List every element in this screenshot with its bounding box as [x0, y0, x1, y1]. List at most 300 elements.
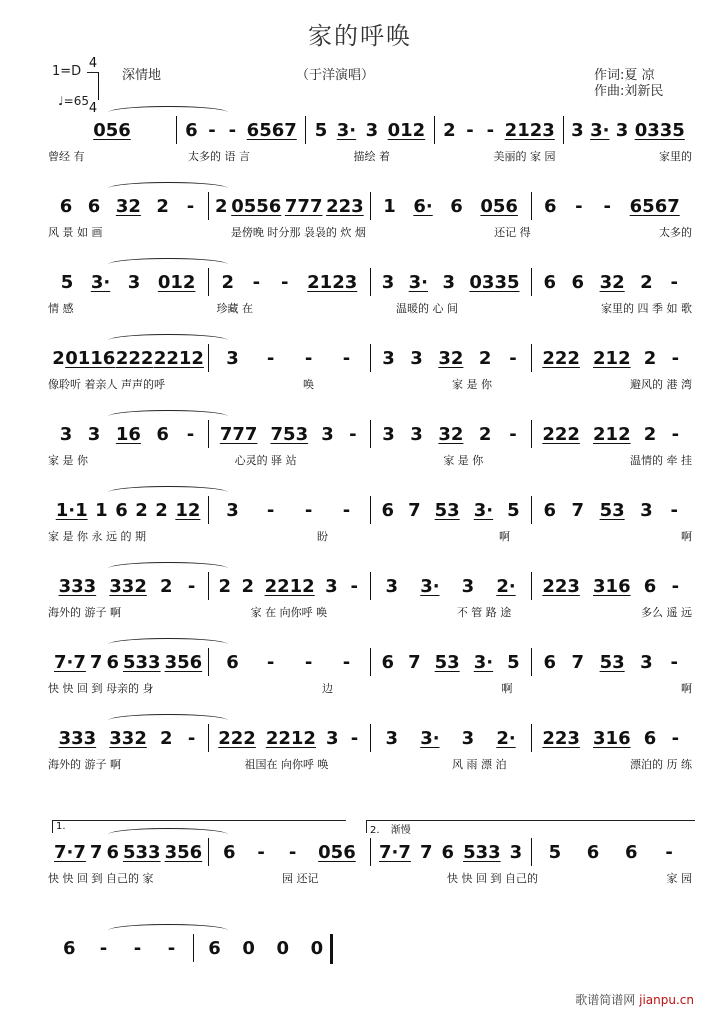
- notation-line: [48, 724, 692, 752]
- lyric-segment: 还记 得: [494, 226, 531, 239]
- note-group: 6: [156, 423, 169, 445]
- note-group: 32: [438, 423, 464, 445]
- score-row: [48, 724, 692, 772]
- measure: [371, 192, 532, 220]
- lyric-segment: 家 在 向你呼 唤: [250, 606, 328, 619]
- score-row: [48, 648, 692, 696]
- notation-line: [48, 344, 692, 372]
- note-group: 2·: [496, 575, 516, 597]
- note-group: -: [671, 423, 680, 445]
- measure: [371, 420, 532, 448]
- note-group: 2: [218, 575, 232, 597]
- measure: [209, 192, 370, 220]
- score-row: [48, 268, 692, 316]
- notation-line: [48, 116, 692, 144]
- slur-mark: [108, 924, 228, 937]
- tempo-mark: ♩=65: [58, 94, 89, 108]
- note-group: 2·: [496, 727, 516, 749]
- measure: [48, 648, 209, 676]
- lyrics-line: [48, 224, 692, 240]
- note-group: 6: [87, 195, 101, 217]
- note-group: 3·: [420, 575, 440, 597]
- note-group: 2: [241, 575, 255, 597]
- note-group: -: [349, 423, 357, 445]
- note-group: 6: [62, 937, 76, 959]
- note-group: 3: [365, 119, 379, 141]
- song-title: 家的呼唤: [308, 22, 412, 50]
- lyrics-line: [48, 148, 692, 164]
- note-group: 3: [226, 347, 239, 369]
- measure: [48, 344, 209, 372]
- note-group: 2: [52, 347, 65, 369]
- note-group: -: [252, 271, 261, 293]
- note-group: -: [187, 575, 196, 597]
- volta-second-number: 2.: [370, 825, 380, 836]
- note-group: -: [266, 651, 275, 673]
- note-group: 3: [385, 727, 399, 749]
- note-group: -: [288, 841, 297, 863]
- lyric-segment: 漂泊的 历 练: [630, 758, 692, 771]
- note-group: 2: [215, 195, 228, 217]
- note-group: -: [575, 195, 583, 217]
- note-group: -: [304, 347, 313, 369]
- note-group: 533: [123, 651, 161, 673]
- lyric-segment: 温情的 牵 挂: [629, 454, 692, 467]
- lyric-segment: 情 感: [48, 302, 74, 315]
- note-group: 223: [326, 195, 364, 217]
- lyric-segment: 海外的 游子 啊: [48, 606, 121, 619]
- lyric-segment: 不 管 路 途: [456, 606, 512, 619]
- lyric-segment: 唤: [303, 378, 314, 391]
- lyrics-line: [48, 604, 692, 620]
- note-group: 3: [615, 119, 629, 141]
- note-group: 5: [548, 841, 562, 863]
- note-group: 3·: [590, 119, 610, 141]
- note-group: 0: [242, 937, 255, 959]
- note-group: -: [670, 651, 678, 673]
- note-group: 3: [442, 271, 455, 293]
- note-group: 0116: [65, 347, 116, 369]
- measure: [532, 192, 692, 220]
- lyric-segment: 风 雨 漂 泊: [452, 758, 507, 771]
- lyric-segment: 快 快 回 到 自己的: [446, 872, 538, 885]
- note-group: 1·1: [55, 499, 88, 521]
- note-group: 777: [284, 195, 323, 217]
- note-group: 222: [542, 423, 580, 445]
- note-group: 316: [593, 727, 631, 749]
- note-group: -: [186, 423, 195, 445]
- measure: [532, 838, 692, 866]
- note-group: 6: [543, 195, 557, 217]
- note-group: 5: [507, 499, 520, 521]
- note-group: -: [342, 347, 351, 369]
- slur-mark: [108, 182, 228, 195]
- note-group: 5: [60, 271, 74, 293]
- score-row: [48, 572, 692, 620]
- lyrics-line: [48, 756, 692, 772]
- note-group: 0: [310, 937, 324, 959]
- note-group: 3: [87, 423, 101, 445]
- note-group: 356: [164, 651, 203, 673]
- note-group: 056: [480, 195, 518, 217]
- note-group: 356: [164, 841, 203, 863]
- measure: [532, 648, 692, 676]
- note-group: -: [187, 727, 196, 749]
- measure: [532, 268, 692, 296]
- lyric-segment: 祖国在 向你呼 唤: [244, 758, 329, 771]
- note-group: 12: [175, 499, 201, 521]
- note-group: 7: [408, 651, 421, 673]
- measure: [209, 420, 370, 448]
- note-group: 6: [543, 651, 557, 673]
- measure: [48, 724, 209, 752]
- note-group: 6: [381, 651, 395, 673]
- lyric-segment: 海外的 游子 啊: [48, 758, 121, 771]
- note-group: 223: [542, 575, 580, 597]
- note-group: 0335: [469, 271, 520, 293]
- note-group: 3·: [408, 271, 429, 293]
- lyric-segment: 是傍晚 时分那 袅袅的 炊 烟: [230, 226, 366, 239]
- note-group: 3: [509, 841, 523, 863]
- note-group: 3: [410, 347, 423, 369]
- note-group: 32: [599, 271, 625, 293]
- note-group: 3: [127, 271, 141, 293]
- note-group: -: [208, 119, 216, 141]
- measure: [48, 572, 209, 600]
- note-group: 2212: [264, 575, 315, 597]
- measure: [48, 268, 209, 296]
- notation-line: [48, 838, 692, 866]
- note-group: 3: [325, 727, 339, 749]
- note-group: 222: [542, 347, 580, 369]
- note-group: 212: [593, 347, 631, 369]
- score-row: [48, 496, 692, 544]
- measure: [532, 572, 692, 600]
- volta-first: 1.: [52, 820, 346, 833]
- note-group: 3: [59, 423, 73, 445]
- note-group: 6: [115, 499, 128, 521]
- lyric-segment: 家 是 你 永 远 的 期: [48, 530, 146, 543]
- lyric-segment: 多么 遥 远: [640, 606, 692, 619]
- notation-line: [48, 648, 692, 676]
- note-group: 3: [382, 347, 395, 369]
- note-group: 3: [461, 727, 475, 749]
- note-group: 7·7: [54, 841, 86, 863]
- measure: [194, 934, 339, 962]
- lyric-segment: 珍藏 在: [216, 302, 253, 315]
- note-group: 056: [93, 119, 131, 141]
- note-group: -: [350, 575, 358, 597]
- note-group: 6: [624, 841, 638, 863]
- note-group: 3·: [473, 651, 494, 673]
- lyric-segment: 快 快 回 到 自己的 家: [48, 872, 154, 885]
- note-group: -: [466, 119, 474, 141]
- note-group: -: [99, 937, 108, 959]
- lyric-segment: 家 是 你: [443, 454, 484, 467]
- note-group: 3: [381, 271, 395, 293]
- measure: [209, 838, 370, 866]
- note-group: 6: [106, 651, 119, 673]
- note-group: 7·7: [379, 841, 411, 863]
- lyric-segment: 家里的: [659, 150, 692, 163]
- measure: [48, 934, 194, 962]
- lyric-segment: 家 是 你: [452, 378, 492, 391]
- measure: [371, 572, 532, 600]
- measure: [48, 496, 209, 524]
- score-row: [48, 192, 692, 240]
- watermark-url: jianpu.cn: [639, 993, 694, 1007]
- lyric-segment: 啊: [501, 682, 513, 695]
- note-group: -: [665, 841, 673, 863]
- note-group: 16: [115, 423, 141, 445]
- note-group: 6: [643, 575, 657, 597]
- note-group: 3: [640, 499, 653, 521]
- slur-mark: [108, 486, 228, 499]
- lyrics-line: [48, 966, 692, 982]
- note-group: 2: [643, 423, 657, 445]
- measure: [532, 420, 692, 448]
- measure: [371, 648, 532, 676]
- note-group: 223: [542, 727, 580, 749]
- note-group: -: [257, 841, 265, 863]
- note-group: 6: [543, 271, 557, 293]
- measure: [371, 344, 532, 372]
- measure: [48, 838, 209, 866]
- note-group: 2: [160, 727, 173, 749]
- lyric-segment: 家 园: [666, 872, 692, 885]
- lyric-segment: 盼: [316, 530, 328, 543]
- lyric-segment: 啊: [498, 530, 510, 543]
- note-group: 7: [408, 499, 421, 521]
- note-group: 6: [441, 841, 455, 863]
- note-group: 2123: [504, 119, 555, 141]
- lyrics-line: [48, 376, 692, 392]
- measure: [209, 344, 370, 372]
- note-group: 2: [478, 347, 492, 369]
- note-group: 3: [325, 575, 338, 597]
- note-group: 3: [640, 651, 653, 673]
- key-signature: 1=D: [52, 64, 82, 79]
- slur-mark: [108, 106, 228, 119]
- note-group: 0: [276, 937, 290, 959]
- measure: [209, 648, 370, 676]
- note-group: 7: [89, 651, 103, 673]
- note-group: 6: [106, 841, 119, 863]
- note-group: -: [671, 575, 680, 597]
- note-group: -: [342, 499, 351, 521]
- ritardando-mark: 渐慢: [390, 825, 411, 836]
- slur-mark: [108, 334, 228, 347]
- note-group: 1: [95, 499, 108, 521]
- note-group: 53: [434, 499, 460, 521]
- note-group: 012: [387, 119, 426, 141]
- time-bottom: 4: [88, 101, 98, 116]
- measure: [532, 496, 692, 524]
- note-group: -: [304, 651, 313, 673]
- watermark-site: 歌谱简谱网: [575, 993, 636, 1007]
- note-group: 2212: [153, 347, 204, 369]
- measure: [209, 572, 370, 600]
- note-group: 6: [586, 841, 600, 863]
- note-group: 7: [571, 499, 585, 521]
- note-group: 6: [571, 271, 585, 293]
- note-group: -: [509, 423, 517, 445]
- note-group: -: [486, 119, 495, 141]
- note-group: 6567: [629, 195, 680, 217]
- volta-second: [366, 820, 695, 836]
- note-group: -: [603, 195, 611, 217]
- note-group: 533: [123, 841, 161, 863]
- note-group: 2: [135, 499, 148, 521]
- notation-line: [48, 420, 692, 448]
- lyric-segment: 像聆听 着亲人 声声的呼: [48, 378, 165, 391]
- notation-line: [48, 572, 692, 600]
- note-group: 212: [593, 423, 631, 445]
- lyric-segment: 太多的: [658, 226, 692, 239]
- note-group: 3: [226, 499, 239, 521]
- measure: [371, 838, 532, 866]
- note-group: -: [186, 195, 195, 217]
- note-group: 6·: [413, 195, 433, 217]
- note-group: 7: [89, 841, 103, 863]
- slur-mark: [108, 638, 228, 651]
- note-group: 222: [218, 727, 256, 749]
- note-group: 32: [438, 347, 464, 369]
- lyrics-line: [48, 870, 692, 886]
- note-group: 6: [381, 499, 395, 521]
- note-group: 6: [59, 195, 73, 217]
- note-group: -: [266, 499, 275, 521]
- lyric-segment: 曾经 有: [48, 150, 85, 163]
- note-group: 0335: [634, 119, 685, 141]
- note-group: 332: [109, 575, 147, 597]
- note-group: 2: [156, 195, 169, 217]
- note-group: 5: [314, 119, 328, 141]
- note-group: 2123: [307, 271, 358, 293]
- note-group: -: [228, 119, 237, 141]
- note-group: 3: [461, 575, 475, 597]
- singer-credit: （于洋演唱）: [296, 68, 375, 83]
- note-group: -: [670, 271, 678, 293]
- note-group: 3·: [420, 727, 440, 749]
- lyric-segment: 边: [321, 682, 333, 695]
- note-group: 316: [593, 575, 631, 597]
- slur-mark: [108, 410, 228, 423]
- composer-credit: 作曲:刘新民: [594, 84, 664, 99]
- measure: [532, 344, 692, 372]
- measure: [177, 116, 306, 144]
- note-group: 012: [157, 271, 196, 293]
- lyricist-credit: 作词:夏 凉: [594, 68, 655, 83]
- notation-line: [48, 192, 692, 220]
- lyrics-line: [48, 452, 692, 468]
- note-group: 53: [434, 651, 460, 673]
- measure: [48, 420, 209, 448]
- note-group: -: [670, 499, 678, 521]
- note-group: -: [342, 651, 351, 673]
- slur-mark: [108, 714, 228, 727]
- note-group: 2: [221, 271, 234, 293]
- note-group: -: [167, 937, 176, 959]
- lyric-segment: 啊: [680, 530, 692, 543]
- note-group: 6: [226, 651, 239, 673]
- watermark: [575, 991, 694, 1008]
- lyric-segment: 心灵的 驿 站: [234, 454, 297, 467]
- note-group: -: [671, 347, 680, 369]
- expression-mark: 深情地: [122, 68, 162, 83]
- note-group: 2: [643, 347, 657, 369]
- lyric-segment: 美丽的 家 园: [493, 150, 556, 163]
- note-group: 3: [385, 575, 399, 597]
- note-group: 333: [58, 575, 97, 597]
- lyrics-line: [48, 680, 692, 696]
- lyric-segment: 家 是 你: [48, 454, 88, 467]
- lyric-segment: 太多的 语 言: [188, 150, 250, 163]
- note-group: 777: [219, 423, 258, 445]
- note-group: 2: [155, 499, 168, 521]
- measure: [306, 116, 435, 144]
- note-group: 2: [478, 423, 492, 445]
- note-group: 5: [507, 651, 520, 673]
- note-group: 2: [640, 271, 653, 293]
- notation-line: [48, 496, 692, 524]
- score-row: [48, 934, 338, 982]
- lyrics-line: [48, 528, 692, 544]
- note-group: 7: [571, 651, 585, 673]
- note-group: 3·: [473, 499, 494, 521]
- notation-line: [48, 934, 338, 962]
- note-group: 2212: [265, 727, 316, 749]
- note-group: 53: [599, 651, 625, 673]
- measure: [564, 116, 692, 144]
- note-group: 6: [208, 937, 221, 959]
- note-group: 7: [419, 841, 433, 863]
- note-group: -: [350, 727, 359, 749]
- time-top: 4: [88, 56, 98, 71]
- lyric-segment: 快 快 回 到 母亲的 身: [48, 682, 154, 695]
- note-group: 1: [383, 195, 396, 217]
- slur-mark: [108, 562, 228, 575]
- measure: [48, 192, 209, 220]
- note-group: -: [671, 727, 680, 749]
- final-barline: [330, 934, 333, 964]
- note-group: 6567: [246, 119, 297, 141]
- note-group: 3·: [90, 271, 111, 293]
- measure: [209, 724, 370, 752]
- note-group: -: [133, 937, 142, 959]
- note-group: -: [266, 347, 275, 369]
- lyric-segment: 家里的 四 季 如 歌: [601, 302, 692, 315]
- note-group: 3·: [336, 119, 357, 141]
- measure: [209, 268, 370, 296]
- note-group: 056: [318, 841, 356, 863]
- note-group: -: [281, 271, 289, 293]
- note-group: 2: [160, 575, 173, 597]
- note-group: 0556: [231, 195, 282, 217]
- note-group: -: [304, 499, 313, 521]
- lyric-segment: 风 景 如 画: [48, 226, 103, 239]
- note-group: 333: [58, 727, 97, 749]
- score-row: [48, 838, 692, 886]
- note-group: 6: [643, 727, 657, 749]
- lyrics-line: [48, 300, 692, 316]
- lyric-segment: 啊: [680, 682, 692, 695]
- measure: [209, 496, 370, 524]
- note-group: 3: [410, 423, 423, 445]
- note-group: 2: [443, 119, 456, 141]
- note-group: 222: [115, 347, 154, 369]
- note-group: 533: [463, 841, 501, 863]
